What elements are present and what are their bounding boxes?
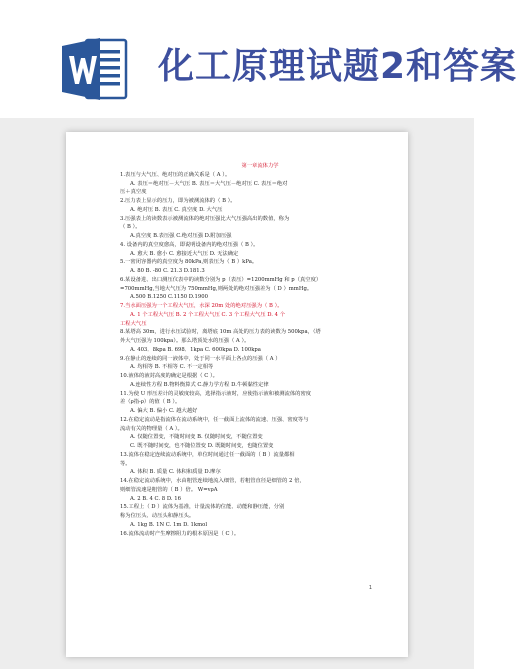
document-line: 则细管流速是粗管的（ B ）倍。 W=vρA — [120, 486, 218, 493]
document-line: 称为位压头、动压头和静压头。 — [120, 513, 195, 519]
document-line: A. 绝对压 B. 表压 C. 真空度 D. 大气压 — [130, 206, 223, 213]
document-page — [66, 132, 408, 657]
document-line: 流动有关的物理量（ A ）。 — [120, 425, 183, 432]
document-line: 7.当水面压强为一个工程大气压，水深 20m 处的绝对压强为（ B ）。 — [120, 303, 283, 309]
document-line: 16.流体流动时产生摩擦阻力的根本原因是（ C ）。 — [120, 530, 240, 537]
document-line: 4. 设备内的真空度愈高，即说明设备内的绝对压强（ B ）。 — [120, 241, 259, 248]
document-line: A. 均相等 B. 不相等 C. 不一定相等 — [130, 364, 214, 371]
document-line: 5.一密闭容器内的真空度为 80kPa,则表压为（ B ）kPa。 — [120, 259, 258, 266]
document-line: C. 既不随时间变，也不随位置变 D. 既随时间变，也随位置变 — [130, 443, 274, 449]
document-line: 2.压力表上显示的压力，即为被测流体的（ B ）。 — [120, 198, 236, 204]
document-line: 11.为使 U 形压差计的灵敏度较高，选择指示液时，应使指示液和被测流体的密度 — [120, 390, 312, 397]
document-line: A. 1kg B. 1N C. 1m D. 1kmol — [130, 521, 208, 528]
document-line: 15.工程上（ D ）流体为基准，计量流体的位能、动能和静压能，分别 — [120, 504, 285, 511]
document-line: A. 2 B. 4 C. 8 D. 16 — [130, 495, 182, 502]
word-document-icon — [60, 34, 130, 104]
chapter-heading: 第一章流体力学 — [241, 163, 279, 169]
document-line: A.500 B.1250 C.1150 D.1900 — [130, 294, 208, 301]
document-line: 10.液体的液封高度的确定是根据（ C ）。 — [120, 373, 218, 379]
document-line: A.真空度 B.表压强 C.绝对压强 D.附加压强 — [130, 233, 232, 239]
document-line: 12.在稳定流动是指流体在流动系统中，任一截面上流体的流速、压强、密度等与 — [120, 416, 309, 423]
document-line: A. 80 B. -80 C. 21.3 D.181.3 — [130, 268, 205, 274]
document-line: A. 1 个工程大气压 B. 2 个工程大气压 C. 3 个工程大气压 D. 4 个 — [130, 311, 286, 318]
document-line: 9.在静止的连续的同一液体中，处于同一水平面上各点的压强（ A ） — [120, 355, 281, 362]
document-line: A.连续性方程 B.物料衡算式 C.静力学方程 D.牛顿黏性定律 — [130, 381, 269, 388]
document-line: （ B ）。 — [120, 224, 141, 231]
document-line: 3.压强表上的读数表示被测流体的绝对压强比大气压强高出的数值，称为 — [120, 215, 290, 222]
document-line: 14.在稳定流动系统中，水由粗管连续地流入细管，若粗管直径是细管的 2 倍， — [120, 478, 305, 484]
document-line: A. 表压＝绝对压－大气压 B. 表压＝大气压－绝对压 C. 表压＝绝对 — [130, 180, 288, 187]
document-line: 等。 — [120, 460, 131, 467]
document-line: 压＋真空度 — [120, 189, 147, 196]
document-line: 13.流体在稳定连续流动系统中，单位时间通过任一截面的（ B ）流量都相 — [120, 451, 295, 458]
document-line: 6.某设备进、出口测压仪表中的读数分别为 p（表压）=1200mmHg 和 p（真空度） — [120, 276, 322, 283]
document-line: A. 愈大 B. 愈小 C. 愈接近大气压 D. 无法确定 — [130, 250, 239, 257]
document-line: A. 403．8kpa B. 698．1kpa C. 600kpa D. 100kpa — [130, 346, 261, 353]
document-line: 外大气压强为 100kpa）。那么塔顶处水的压强（ A ）。 — [120, 338, 250, 344]
document-line: =700mmHg,当地大气压为 750mmHg,则两处的绝对压强差为（ D ）mmHg。 — [120, 285, 313, 292]
document-line: A. 体积 B. 质量 C. 体积和质量 D.摩尔 — [130, 469, 221, 476]
page-number: 1 — [368, 585, 372, 591]
document-line: A. 仅随位置变，不随时间变 B. 仅随时间变，不随位置变 — [130, 434, 263, 441]
document-line: 差（ρ指-ρ）的值（ B ）。 — [120, 399, 181, 406]
document-line: 1.表压与大气压、绝对压的正确关系是（ A ）。 — [120, 171, 231, 178]
document-body — [120, 162, 400, 538]
document-line: 工程大气压 — [120, 320, 147, 327]
document-header — [0, 0, 517, 118]
document-line: A. 偏大 B. 偏小 C. 越大越好 — [130, 408, 198, 414]
document-title: 化工原理试题2和答案 — [158, 46, 517, 87]
document-line: 8.某塔高 30m，进行水压试验时，离塔底 10m 高处的压力表的读数为 500kpa，（塔 — [120, 329, 321, 336]
